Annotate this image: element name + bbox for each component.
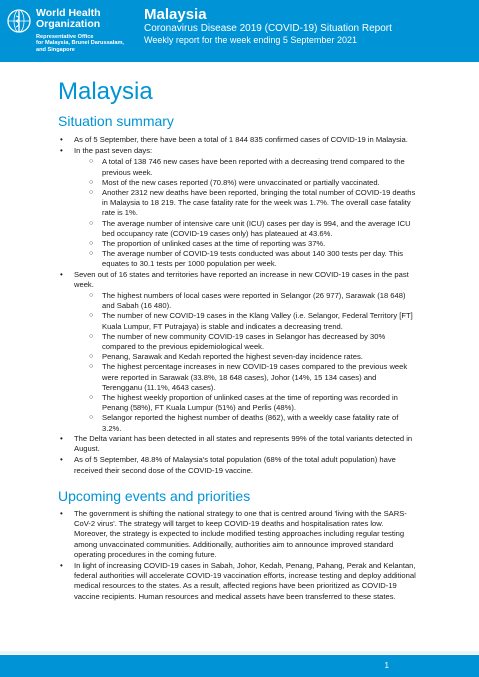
- bullet-icon: •: [60, 509, 63, 518]
- report-title-block: [144, 6, 392, 46]
- sub-list-item: ○ The average number of COVID-19 tests conducted was about 140 300 tests per day. This equates to 30.1 tests per 1000 population per week.: [89, 249, 404, 269]
- circle-bullet-icon: ○: [89, 292, 94, 300]
- sub-list-item: ○ A total of 138 746 new cases have been reported with a decreasing trend compared to the previous week.: [89, 157, 405, 177]
- sub-list-item: ○ The proportion of unlinked cases at the time of reporting was 37%.: [89, 239, 326, 249]
- who-emblem-icon: [6, 8, 32, 34]
- report-header: [0, 0, 479, 62]
- representative-office: Representative Office for Malaysia, Brunei Darussalam, and Singapore: [36, 34, 124, 53]
- circle-bullet-icon: ○: [89, 219, 94, 227]
- upcoming-events-heading: Upcoming events and priorities: [58, 488, 251, 504]
- circle-bullet-icon: ○: [89, 332, 94, 340]
- footer-divider: [0, 651, 479, 654]
- bullet-icon: •: [60, 135, 63, 144]
- circle-bullet-icon: ○: [89, 312, 94, 320]
- bullet-icon: •: [60, 561, 63, 571]
- page-number: 1: [384, 661, 389, 670]
- list-item: • The Delta variant has been detected in all states and represents 99% of the total variants detected in August.: [60, 433, 413, 454]
- sub-list-item: ○ The average number of intensive care unit (ICU) cases per day is 994, and the average ICU bed occupancy rate (COVID-19 cases only) has plateaued at 43.6%.: [89, 218, 411, 238]
- sub-list-item: ○ The number of new community COVID-19 cases in Selangor has decreased by 30% compared to the previous epidemiological week.: [89, 331, 386, 352]
- situation-summary-heading: Situation summary: [58, 113, 174, 129]
- sub-list-item: ○ The highest weekly proportion of unlinked cases at the time of reporting was recorded in Penang (58%), FT Kuala Lumpur (51%) and Perlis (48%).: [89, 393, 398, 413]
- page-title: Malaysia: [58, 78, 153, 105]
- circle-bullet-icon: ○: [89, 158, 94, 166]
- circle-bullet-icon: ○: [89, 240, 94, 248]
- circle-bullet-icon: ○: [89, 353, 94, 361]
- circle-bullet-icon: ○: [89, 250, 94, 258]
- sub-list-item: ○ Another 2312 new deaths have been reported, bringing the total number of COVID-19 deaths in Malaysia to 18 219. The case fatality rate for the week was 1.7%. The overall case fatality rate is 1%.: [89, 188, 416, 218]
- circle-bullet-icon: ○: [89, 414, 94, 422]
- sub-list-item: ○ The highest numbers of local cases were reported in Selangor (26 977), Sarawak (18 648) and Sabah (16 480).: [89, 291, 406, 311]
- who-name: World Health Organization: [36, 7, 101, 30]
- bullet-icon: •: [60, 455, 63, 465]
- list-item: • In light of increasing COVID-19 cases in Sabah, Johor, Kedah, Penang, Pahang, Perak and Kelantan, federal authorities will accelerate COVID-19 vaccination efforts, increase testing and deploy additional medical resources to the states. As a result, affected regions have been prioritized as COVID-19 vaccine recipients. Human resources and medical assets have been transferred to these states.: [60, 561, 416, 601]
- circle-bullet-icon: ○: [89, 189, 94, 197]
- bullet-icon: •: [60, 433, 63, 443]
- upcoming-events-body: [58, 509, 418, 603]
- circle-bullet-icon: ○: [89, 394, 94, 402]
- sub-list-item: ○ Most of the new cases reported (70.8%) were unvaccinated or partially vaccinated.: [89, 177, 380, 187]
- who-logo: [6, 6, 136, 58]
- sub-list-item: ○ The highest percentage increases in new COVID-19 cases compared to the previous week were reported in Sarawak (33.8%, 18 648 cases), Johor (14%, 15 134 cases) and Terengganu (11.1%, 4643 cases).: [89, 362, 408, 392]
- list-item: • The government is shifting the national strategy to one that is centred around 'living with the SARS-CoV-2 virus'. The strategy will target to keep COVID-19 deaths and hospitalisation rates low. Moreover, the strategy is expected to include modified testing approaches including regular testing among unvaccinated communities. Additionally, authorities aim to announce improved standard operating procedures in the coming future.: [60, 509, 407, 559]
- circle-bullet-icon: ○: [89, 363, 94, 371]
- report-week: Weekly report for the week ending 5 September 2021: [144, 35, 357, 45]
- circle-bullet-icon: ○: [89, 178, 94, 186]
- report-title: Coronavirus Disease 2019 (COVID-19) Situation Report: [144, 23, 392, 34]
- list-item: • In the past seven days:: [60, 146, 153, 156]
- bullet-icon: •: [60, 146, 63, 156]
- sub-list-item: ○ The number of new COVID-19 cases in the Klang Valley (i.e. Selangor, Federal Territory [FT] Kuala Lumpur, FT Putrajaya) is stable and indicates a decreasing trend.: [89, 311, 413, 331]
- list-item: • As of 5 September, there have been a total of 1 844 835 confirmed cases of COVID-19 in Malaysia.: [60, 135, 408, 144]
- situation-summary-body: [58, 135, 418, 477]
- list-item: • As of 5 September, 48.8% of Malaysia's total population (68% of the total adult population) have received their second dose of the COVID-19 vaccine.: [60, 455, 396, 475]
- sub-list-item: ○ Selangor reported the highest number of deaths (862), with a weekly case fatality rate of 3.2%.: [89, 413, 399, 433]
- list-item: • Seven out of 16 states and territories have reported an increase in new COVID-19 cases in the past week.: [60, 269, 409, 289]
- header-country: Malaysia: [144, 6, 207, 23]
- page-footer: [0, 655, 479, 677]
- bullet-icon: •: [60, 269, 63, 279]
- sub-list-item: ○ Penang, Sarawak and Kedah reported the highest seven-day incidence rates.: [89, 352, 363, 362]
